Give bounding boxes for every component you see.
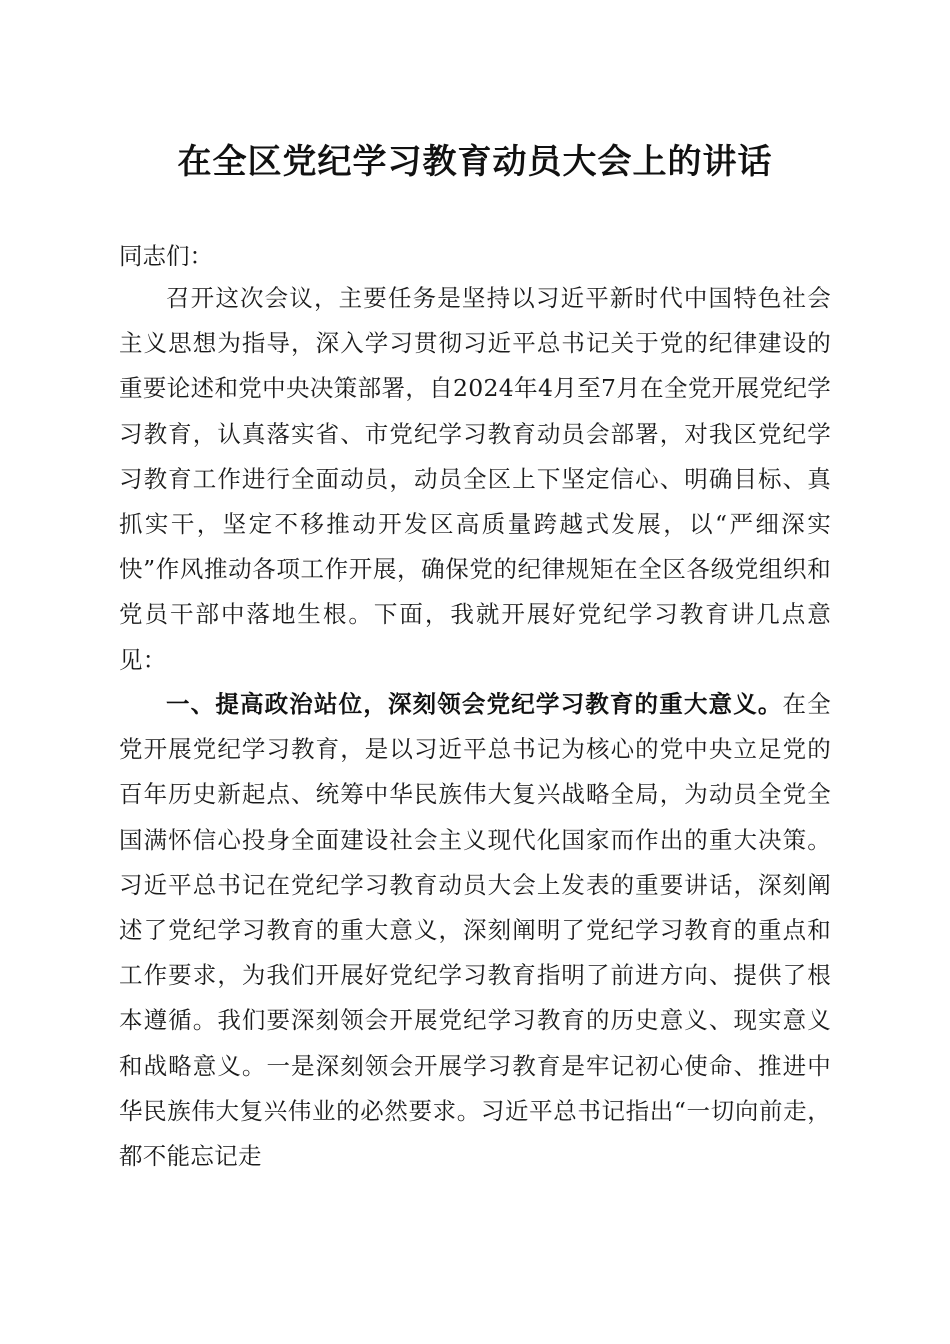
- document-title: 在全区党纪学习教育动员大会上的讲话: [177, 142, 773, 182]
- paragraph-intro: 召开这次会议，主要任务是坚持以习近平新时代中国特色社会主义思想为指导，深入学习贯彻习近平总书记关于党的纪律建设的重要论述和党中央决策部署，自2024年4月至7月在全党开展党纪学习教育，认真落实省、市党纪学习教育动员会部署，对我区党纪学习教育工作进行全面动员，动员全区上下坚定信心、明确目标、真抓实干，坚定不移推动开发区高质量跨越式发展，以“严细深实快”作风推动各项工作开展，确保党的纪律规矩在全区各级党组织和党员干部中落地生根。下面，我就开展好党纪学习教育讲几点意见：: [119, 284, 831, 674]
- section-body-1: 在全党开展党纪学习教育，是以习近平总书记为核心的党中央立足党的百年历史新起点、统筹中华民族伟大复兴战略全局，为动员全党全国满怀信心投身全面建设社会主义现代化国家而作出的重大决策。习近平总书记在党纪学习教育动员大会上发表的重要讲话，深刻阐述了党纪学习教育的重大意义，深刻阐明了党纪学习教育的重点和工作要求，为我们开展好党纪学习教育指明了前进方向、提供了根本遵循。我们要深刻领会开展党纪学习教育的历史意义、现实意义和战略意义。一是深刻领会开展学习教育是牢记初心使命、推进中华民族伟大复兴伟业的必然要求。习近平总书记指出“一切向前走，都不能忘记走: [119, 690, 831, 1171]
- paragraph-section-1: [119, 682, 831, 1179]
- section-heading-1: 一、提高政治站位，深刻领会党纪学习教育的重大意义。: [166, 690, 783, 718]
- greeting: 同志们：: [119, 242, 213, 270]
